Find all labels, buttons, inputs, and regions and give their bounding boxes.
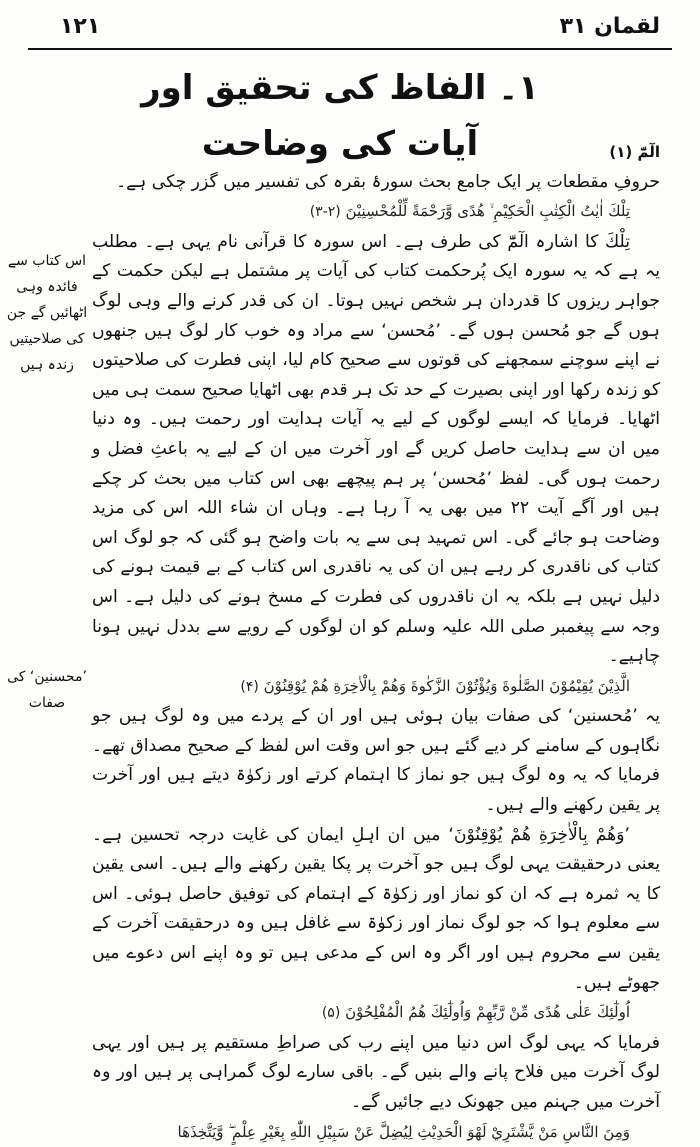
verse-3-text: اُولٰٓئِكَ عَلٰى هُدًى مِّنْ رَّبِّهِمْ وَاُولٰٓئِكَ هُمُ الْمُفْلِحُوْنَ (345, 1003, 630, 1022)
verse-2-ref: (۴) (240, 678, 259, 695)
paragraph-3: یہ ’مُحسنین‘ کی صفات بیان ہوئی ہیں اور ان کے پردے میں وہ لوگ ہیں جو نگاہوں کے سامنے کر دیے گئے ہیں جو اس وقت اس لفظ کے صحیح مصداق تھے۔ فرمایا کہ یہ وہ لوگ ہیں جو نماز کا اہتمام کرتے اور زکوٰۃ دیتے ہیں اور آخرت پر یقین رکھنے والے ہیں۔ (92, 706, 660, 816)
paragraph-4: ’وَهُمْ بِالْاٰخِرَةِ هُمْ يُوْقِنُوْنَ‘ میں ان اہلِ ایمان کی غایت درجہ تحسین ہے۔ یعنی درحقیقت یہی لوگ ہیں جو آخرت پر پکا یقین رکھنے والے ہیں۔ اسی یقین کا یہ ثمرہ ہے کہ ان کو نماز اور زکوٰۃ کے اہتمام کی توفیق حاصل ہوئی۔ اس سے معلوم ہوا کہ جو لوگ نماز اور زکوٰۃ سے غافل ہیں وہ درحقیقت آخرت کے یقین سے محروم ہیں اور اگر وہ اس کے مدعی ہیں تو وہ اپنے اس دعوے میں جھوٹے ہیں۔ (92, 824, 660, 993)
verse-1-text: تِلْكَ اٰيٰتُ الْكِتٰبِ الْحَكِيْمِ ۙ هُدًى وَّرَحْمَةً لِّلْمُحْسِنِيْنَ (345, 202, 630, 221)
surah-header: لقمان ۳۱ (559, 14, 660, 39)
verse-3 (92, 998, 660, 1029)
verse-1 (92, 197, 660, 228)
chapter-title: ۱۔ الفاظ کی تحقیق اور آیات کی وضاحت (141, 68, 539, 164)
verse-1-ref: (۲-۳) (309, 204, 341, 221)
paragraph-2: تِلْكَ کا اشارہ الٓمّٓ کی طرف ہے۔ اس سورہ کا قرآنی نام یہی ہے۔ مطلب یہ ہے کہ یہ سورہ ایک پُرحکمت کتاب کی آیات پر مشتمل ہے لیکن حکمت کے جواہر ریزوں کا قدردان ہر شخص نہیں ہوتا۔ ان کی قدر کرنے والے وہی لوگ ہوں گے جو مُحسن ہوں گے۔ ’مُحسن‘ سے مراد وہ خوب کار لوگ ہیں جنھوں نے اپنے سوچنے سمجھنے کی قوتوں سے صحیح کام لیا، اپنی فطرت کی صلاحیتوں کو زندہ رکھا اور اپنی بصیرت کے حد تک ہر قدم بھی اٹھایا صحیح سمت ہی میں اٹھایا۔ فرمایا کہ ایسے لوگوں کے لیے یہ آیات ہدایت اور رحمت ہیں۔ وہ دنیا میں ان سے ہدایت حاصل کریں گے اور آخرت میں ان کے لیے یہ باعثِ فضل و رحمت ہوں گی۔ لفظ ’مُحسن‘ پر ہم پیچھے بھی اس کتاب میں بحث کر چکے ہیں اور آگے آیت ۲۲ میں بھی یہ آ رہا ہے۔ وہاں ان شاء اللہ اس کی مزید وضاحت ہو جائے گی۔ اس تمہید ہی سے یہ بات واضح ہو گئی کہ جو لوگ اس کتاب کی ناقدری کر رہے ہیں ان کی یہ ناقدری اس کتاب کے بے قیمت ہونے کی دلیل نہیں ہے بلکہ یہ ان ناقدروں کی فطرت کے مسخ ہونے کی دلیل ہے۔ اس وجہ سے پیغمبر صلی اللہ علیہ وسلم کو ان لوگوں کے رویے سے بددل نہیں ہونا چاہیے۔ (92, 231, 660, 667)
paragraph-1: حروفِ مقطعات پر ایک جامع بحث سورۂ بقرہ کی تفسیر میں گزر چکی ہے۔ (116, 171, 660, 192)
verse-4 (92, 1118, 660, 1147)
verse-2 (92, 672, 660, 703)
margin-note-2: ’محسنین‘ کی صفات (7, 669, 87, 711)
section-label: الٓمّٓ (۱) (609, 143, 660, 161)
verse-2-text: الَّذِيْنَ يُقِيْمُوْنَ الصَّلٰوةَ وَيُؤْتُوْنَ الزَّكٰوةَ وَهُمْ بِالْاٰخِرَةِ هُمْ يُوْقِنُوْنَ (263, 676, 630, 695)
main-text (92, 138, 660, 1147)
margin-note-1: اس کتاب سے فائدہ وہی اٹھائیں گے جن کی صلاحیتیں زندہ ہیں (6, 253, 88, 373)
verse-4-text: وَمِنَ النَّاسِ مَنْ يَّشْتَرِيْ لَهْوَ الْحَدِيْثِ لِيُضِلَّ عَنْ سَبِيْلِ اللّٰهِ بِغَيْرِ عِلْمٍ ۖ وَّيَتَّخِذَهَا (177, 1122, 630, 1141)
verse-3-ref: (۵) (321, 1005, 341, 1022)
header-rule (28, 48, 672, 50)
page-number: ۱۲۱ (60, 14, 101, 39)
paragraph-5: فرمایا کہ یہی لوگ اس دنیا میں اپنے رب کی صراطِ مستقیم پر ہیں اور یہی لوگ آخرت میں فلاح پانے والے بنیں گے۔ باقی سارے لوگ گمراہی پر ہیں اور وہ آخرت میں جہنم میں جھونک دیے جائیں گے۔ (92, 1032, 660, 1112)
